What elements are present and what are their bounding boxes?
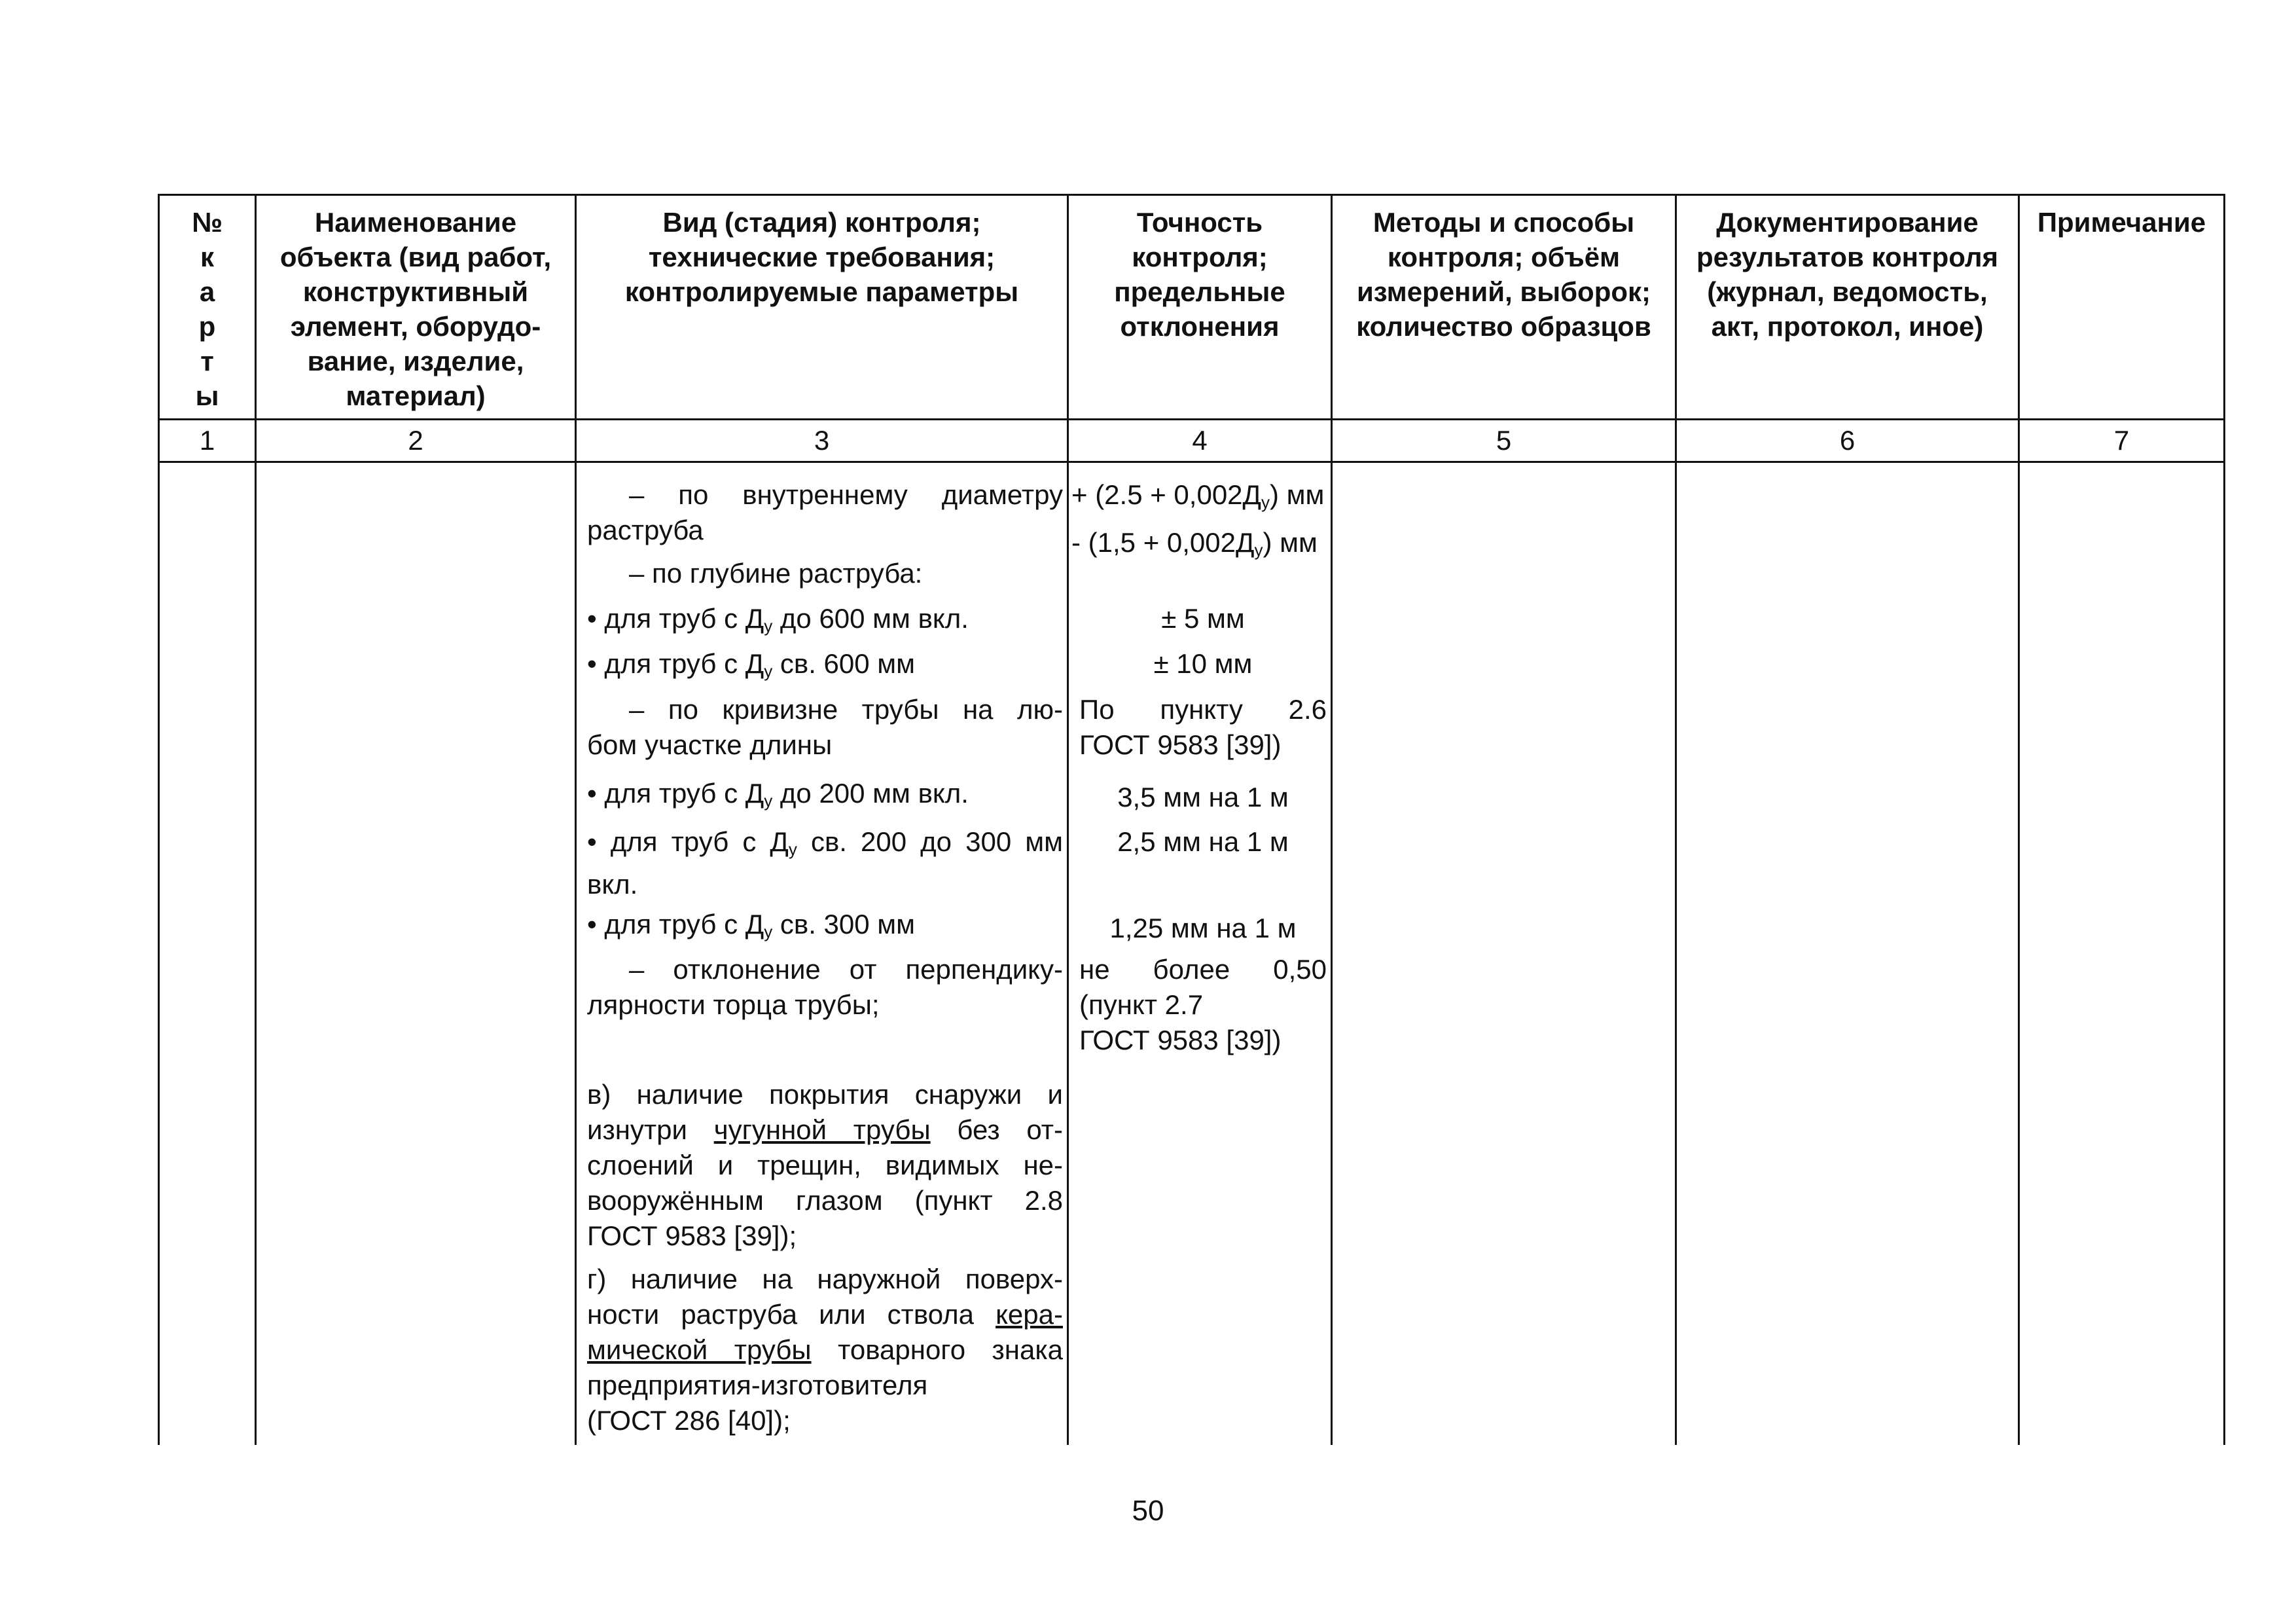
notes-cell [2019, 462, 2225, 1446]
column-number: 2 [256, 420, 576, 462]
header-documentation: Документирование результатов контроля (журнал, ведомость, акт, протокол, иное) [1676, 195, 2019, 420]
tol-inner-diameter: + $(2.5 + 0,002Д_у)$ мм - $(1,5 + 0,002Д_у)$ мм [1071, 479, 1325, 560]
object-name-cell [256, 462, 576, 1446]
page-number: 50 [1132, 1495, 1164, 1527]
tol-depth-upto-600: ± 5 мм [1161, 603, 1245, 634]
param-coating: в) наличие покрытия снаружи и изнутри чугунной трубы без от- слоений и трещин, видимых не- вооружённым глазом (пункт 2.8 ГОСТ 9583 [39]); [587, 1079, 1064, 1251]
param-curvature: – по кривизне трубы на лю- бом участке длины [587, 694, 1063, 760]
control-table [158, 194, 2225, 1445]
column-number: 1 [159, 420, 256, 462]
param-inner-diameter: – по внутреннему диаметру раструба [587, 479, 1063, 545]
parameters-cell [576, 462, 1068, 1446]
tol-curvature: По пункту 2.6 ГОСТ 9583 [39]) [1079, 694, 1327, 760]
param-depth-upto-600: • для труб с $Д_у$ до 600 мм вкл. [587, 603, 969, 636]
methods-cell [1332, 462, 1676, 1446]
param-curvature-200-300: • для труб с $Д_у$ св. 200 до 300 мм вкл. [587, 826, 1064, 900]
tolerance-cell [1068, 462, 1332, 1446]
param-depth-over-600: • для труб с $Д_у$ св. 600 мм [587, 648, 916, 681]
header-card-number: № к а р т ы [159, 195, 256, 420]
param-perpendicularity: – отклонение от перпендику- лярности торца трубы; [587, 954, 1063, 1020]
column-number-row [159, 420, 2225, 462]
column-number: 4 [1068, 420, 1332, 462]
table-row [159, 462, 2225, 1446]
tol-curvature-upto-200: 3,5 мм на 1 м [1117, 782, 1289, 812]
header-control-type: Вид (стадия) контроля; технические требования; контролируемые параметры [576, 195, 1068, 420]
tol-curvature-over-300: 1,25 мм на 1 м [1109, 913, 1297, 943]
param-curvature-upto-200: • для труб с $Д_у$ до 200 мм вкл. [587, 778, 969, 811]
header-notes: Примечание [2019, 195, 2225, 420]
card-number-cell [159, 462, 256, 1446]
tol-perpendicularity: не более 0,50 (пункт 2.7 ГОСТ 9583 [39]) [1079, 954, 1327, 1055]
column-number: 3 [576, 420, 1068, 462]
documentation-cell [1676, 462, 2019, 1446]
header-row [159, 195, 2225, 420]
param-trademark: г) наличие на наружной поверх- ности раструба или ствола кера- мической трубы товарного знака предприятия-изготовителя (ГОСТ 286 [40]); [587, 1264, 1064, 1436]
tol-depth-over-600: ± 10 мм [1153, 648, 1253, 679]
tol-curvature-200-300: 2,5 мм на 1 м [1117, 826, 1289, 857]
column-number: 7 [2019, 420, 2225, 462]
column-number: 6 [1676, 420, 2019, 462]
column-number: 5 [1332, 420, 1676, 462]
header-methods: Методы и способы контроля; объём измерений, выборок; количество образцов [1332, 195, 1676, 420]
header-object-name: Наименование объекта (вид работ, конструктивный элемент, оборудо-вание, изделие, материал) [256, 195, 576, 420]
header-accuracy: Точность контроля; предельные отклонения [1068, 195, 1332, 420]
param-socket-depth: – по глубине раструба: [629, 558, 923, 589]
param-curvature-over-300: • для труб с $Д_у$ св. 300 мм [587, 909, 916, 941]
